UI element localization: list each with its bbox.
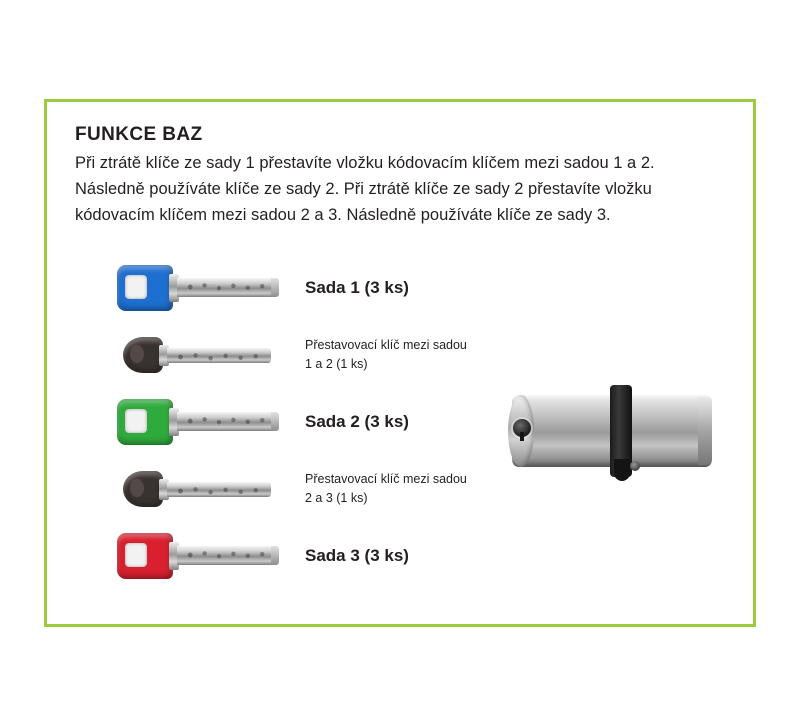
key-icon-set-2 bbox=[117, 399, 277, 445]
key-bow bbox=[117, 533, 173, 579]
change-key-2-3-label bbox=[305, 470, 505, 508]
key-icon-change-1-2 bbox=[123, 337, 273, 373]
list-item bbox=[75, 458, 467, 520]
list-item bbox=[75, 386, 455, 458]
key-blade bbox=[177, 278, 277, 297]
list-item bbox=[75, 252, 455, 324]
key-bow-window bbox=[125, 275, 147, 299]
key-bow bbox=[123, 337, 163, 373]
key-blade-tip bbox=[271, 546, 279, 565]
key-bow-highlight bbox=[130, 479, 144, 497]
cylinder-screw-hole bbox=[630, 461, 640, 471]
change-key-1-2-line2: 1 a 2 (1 ks) bbox=[305, 357, 368, 371]
change-key-1-2-label bbox=[305, 336, 505, 374]
intro-paragraph: Při ztrátě klíče ze sady 1 přestavíte vložku kódovacím klíčem mezi sadou 1 a 2. Následně používáte klíče ze sady 2. Při ztrátě klíče ze sady 2 přestavíte vložku kódovacím klíčem mezi sadou 2 a 3. Následně používáte klíče ze sady 3. bbox=[75, 154, 655, 224]
key-icon-set-1 bbox=[117, 265, 277, 311]
set-2-label: Sada 2 (3 ks) bbox=[305, 412, 409, 431]
green-bordered-panel bbox=[44, 99, 756, 627]
key-icon-change-2-3 bbox=[123, 471, 273, 507]
list-item bbox=[75, 520, 455, 592]
key-icon-set-3 bbox=[117, 533, 277, 579]
key-bow-window bbox=[125, 543, 147, 567]
keyhole-icon bbox=[513, 419, 531, 437]
cylinder-lock-illustration bbox=[502, 357, 722, 507]
change-key-2-3-line1: Přestavovací klíč mezi sadou bbox=[305, 472, 467, 486]
key-blade bbox=[177, 412, 277, 431]
set-3-label: Sada 3 (3 ks) bbox=[305, 546, 409, 565]
key-bow bbox=[117, 399, 173, 445]
key-blade-tip bbox=[271, 278, 279, 297]
key-bow-highlight bbox=[130, 345, 144, 363]
cylinder-right-endcap bbox=[698, 397, 712, 465]
change-key-1-2-line1: Přestavovací klíč mezi sadou bbox=[305, 338, 467, 352]
key-blade-tip bbox=[271, 412, 279, 431]
key-bow bbox=[123, 471, 163, 507]
key-blade bbox=[167, 348, 271, 363]
change-key-2-3-line2: 2 a 3 (1 ks) bbox=[305, 491, 368, 505]
page-title: FUNKCE BAZ bbox=[75, 124, 203, 145]
cylinder-cam bbox=[610, 385, 632, 477]
list-item bbox=[75, 324, 467, 386]
key-blade bbox=[177, 546, 277, 565]
key-set-list bbox=[75, 252, 467, 592]
key-bow-window bbox=[125, 409, 147, 433]
set-1-label: Sada 1 (3 ks) bbox=[305, 278, 409, 297]
key-blade bbox=[167, 482, 271, 497]
key-bow bbox=[117, 265, 173, 311]
